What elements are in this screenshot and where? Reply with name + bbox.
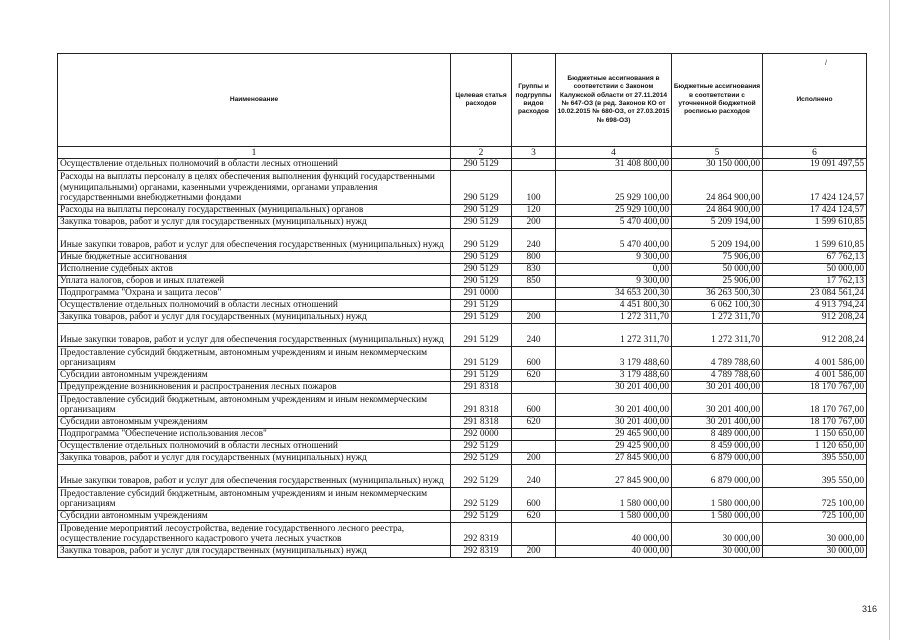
row-executed-cell: 4 001 586,00 <box>763 347 867 370</box>
row-target-article-cell: 292 5129 <box>451 511 512 523</box>
row-budget-list-cell: 6 879 000,00 <box>672 465 763 488</box>
row-executed-cell: 395 550,00 <box>763 453 867 465</box>
row-executed-cell: 18 170 767,00 <box>763 382 867 394</box>
row-budget-law-cell: 1 580 000,00 <box>556 511 672 523</box>
row-budget-law-cell: 3 179 488,60 <box>556 370 672 382</box>
table-row <box>58 523 867 546</box>
table-row <box>58 300 867 312</box>
row-expense-group-cell <box>512 429 556 441</box>
row-name-cell: Расходы на выплаты персоналу в целях обеспечения выполнения функций государственными (муниципальными) органами, казенными учреждениями, органами управления государственными внебюджетными фондами <box>58 171 451 205</box>
row-budget-law-cell: 9 300,00 <box>556 276 672 288</box>
row-budget-list-cell: 4 789 788,60 <box>672 370 763 382</box>
row-expense-group-cell <box>512 523 556 546</box>
row-target-article-cell: 291 8318 <box>451 417 512 429</box>
corner-mark: / <box>825 60 827 67</box>
row-name-cell: Подпрограмма "Обеспечение использования лесов" <box>58 429 451 441</box>
row-expense-group-cell <box>512 441 556 453</box>
row-name-cell: Предоставление субсидий бюджетным, автономным учреждениям и иным некоммерческим организациям <box>58 488 451 511</box>
row-executed-cell: 1 599 610,85 <box>763 217 867 229</box>
row-name-cell: Иные закупки товаров, работ и услуг для обеспечения государственных (муниципальных) нужд <box>58 324 451 347</box>
column-number: 4 <box>556 147 672 159</box>
column-number: 2 <box>451 147 512 159</box>
row-name-cell: Иные закупки товаров, работ и услуг для обеспечения государственных (муниципальных) нужд <box>58 465 451 488</box>
table-row <box>58 217 867 229</box>
table-row <box>58 312 867 324</box>
row-budget-list-cell: 8 459 000,00 <box>672 441 763 453</box>
row-target-article-cell: 291 5129 <box>451 347 512 370</box>
table-header-row <box>58 54 867 147</box>
row-target-article-cell: 292 0000 <box>451 429 512 441</box>
header-target-article: Целевая статья расходов <box>451 54 512 147</box>
table-row <box>58 370 867 382</box>
row-name-cell: Закупка товаров, работ и услуг для государственных (муниципальных) нужд <box>58 217 451 229</box>
row-budget-list-cell: 30 000,00 <box>672 523 763 546</box>
row-name-cell: Закупка товаров, работ и услуг для государственных (муниципальных) нужд <box>58 453 451 465</box>
row-budget-list-cell: 30 150 000,00 <box>672 159 763 171</box>
row-budget-law-cell: 40 000,00 <box>556 546 672 558</box>
row-name-cell: Расходы на выплаты персоналу государственных (муниципальных) органов <box>58 205 451 217</box>
row-budget-law-cell: 30 201 400,00 <box>556 417 672 429</box>
row-executed-cell: 18 170 767,00 <box>763 394 867 417</box>
row-target-article-cell: 291 5129 <box>451 300 512 312</box>
header-executed: Исполнено <box>763 54 867 147</box>
row-expense-group-cell: 830 <box>512 264 556 276</box>
row-expense-group-cell: 200 <box>512 217 556 229</box>
row-expense-group-cell: 240 <box>512 229 556 252</box>
row-budget-list-cell: 6 062 100,30 <box>672 300 763 312</box>
row-name-cell: Закупка товаров, работ и услуг для государственных (муниципальных) нужд <box>58 312 451 324</box>
row-target-article-cell: 291 5129 <box>451 312 512 324</box>
row-target-article-cell: 290 5129 <box>451 276 512 288</box>
header-budget-list: Бюджетные ассигнования в соответствии с уточненной бюджетной росписью расходов <box>672 54 763 147</box>
row-expense-group-cell: 100 <box>512 171 556 205</box>
row-budget-list-cell: 25 906,00 <box>672 276 763 288</box>
row-executed-cell: 395 550,00 <box>763 465 867 488</box>
row-budget-law-cell: 1 272 311,70 <box>556 312 672 324</box>
row-executed-cell: 18 170 767,00 <box>763 417 867 429</box>
row-budget-list-cell: 24 864 900,00 <box>672 171 763 205</box>
row-executed-cell: 725 100,00 <box>763 488 867 511</box>
row-target-article-cell: 290 5129 <box>451 205 512 217</box>
row-name-cell: Субсидии автономным учреждениям <box>58 417 451 429</box>
row-budget-list-cell: 30 201 400,00 <box>672 382 763 394</box>
row-target-article-cell: 290 5129 <box>451 252 512 264</box>
row-budget-law-cell: 3 179 488,60 <box>556 347 672 370</box>
table-row <box>58 417 867 429</box>
row-budget-list-cell: 24 864 900,00 <box>672 205 763 217</box>
table-row <box>58 276 867 288</box>
column-number: 5 <box>672 147 763 159</box>
row-target-article-cell: 292 8319 <box>451 523 512 546</box>
row-expense-group-cell: 600 <box>512 488 556 511</box>
row-budget-law-cell: 25 929 100,00 <box>556 171 672 205</box>
row-target-article-cell: 290 5129 <box>451 264 512 276</box>
table-row <box>58 511 867 523</box>
row-target-article-cell: 292 5129 <box>451 488 512 511</box>
row-budget-law-cell: 27 845 900,00 <box>556 465 672 488</box>
row-target-article-cell: 291 0000 <box>451 288 512 300</box>
row-expense-group-cell: 200 <box>512 312 556 324</box>
row-name-cell: Предоставление субсидий бюджетным, автономным учреждениям и иным некоммерческим организациям <box>58 347 451 370</box>
row-executed-cell: 30 000,00 <box>763 523 867 546</box>
row-budget-list-cell: 5 209 194,00 <box>672 217 763 229</box>
row-budget-law-cell: 29 425 900,00 <box>556 441 672 453</box>
table-row <box>58 324 867 347</box>
row-budget-law-cell: 30 201 400,00 <box>556 382 672 394</box>
table-row <box>58 264 867 276</box>
row-target-article-cell: 292 5129 <box>451 441 512 453</box>
table-row <box>58 441 867 453</box>
row-target-article-cell: 291 8318 <box>451 382 512 394</box>
page-number: 316 <box>862 604 878 614</box>
header-expense-group: Группы и подгруппы видов расходов <box>512 54 556 147</box>
table-row <box>58 288 867 300</box>
row-target-article-cell: 290 5129 <box>451 229 512 252</box>
row-budget-law-cell: 5 470 400,00 <box>556 217 672 229</box>
row-name-cell: Осуществление отдельных полномочий в области лесных отношений <box>58 159 451 171</box>
row-executed-cell: 4 001 586,00 <box>763 370 867 382</box>
row-budget-list-cell: 75 906,00 <box>672 252 763 264</box>
header-budget-law: Бюджетные ассигнования в соответствии с Законом Калужской области от 27.11.2014 № 647-ОЗ (в ред. Законов КО от 10.02.2015 № 680-ОЗ, от 27.03.2015 № 698-ОЗ) <box>556 54 672 147</box>
row-name-cell: Уплата налогов, сборов и иных платежей <box>58 276 451 288</box>
row-budget-list-cell: 4 789 788,60 <box>672 347 763 370</box>
table-row <box>58 229 867 252</box>
row-budget-law-cell: 34 653 200,30 <box>556 288 672 300</box>
row-executed-cell: 17 762,13 <box>763 276 867 288</box>
column-number: 3 <box>512 147 556 159</box>
row-target-article-cell: 292 5129 <box>451 465 512 488</box>
row-budget-list-cell: 1 580 000,00 <box>672 511 763 523</box>
row-target-article-cell: 292 5129 <box>451 453 512 465</box>
row-expense-group-cell: 620 <box>512 417 556 429</box>
row-budget-list-cell: 1 580 000,00 <box>672 488 763 511</box>
table-row <box>58 159 867 171</box>
row-name-cell: Подпрограмма "Охрана и защита лесов" <box>58 288 451 300</box>
row-expense-group-cell: 240 <box>512 465 556 488</box>
row-executed-cell: 17 424 124,57 <box>763 205 867 217</box>
row-executed-cell: 912 208,24 <box>763 312 867 324</box>
row-name-cell: Предупреждение возникновения и распространения лесных пожаров <box>58 382 451 394</box>
row-budget-list-cell: 1 272 311,70 <box>672 312 763 324</box>
row-expense-group-cell <box>512 382 556 394</box>
row-budget-list-cell: 50 000,00 <box>672 264 763 276</box>
table-row <box>58 429 867 441</box>
row-target-article-cell: 290 5129 <box>451 171 512 205</box>
row-name-cell: Субсидии автономным учреждениям <box>58 370 451 382</box>
table-row <box>58 347 867 370</box>
row-budget-law-cell: 29 465 900,00 <box>556 429 672 441</box>
row-name-cell: Осуществление отдельных полномочий в области лесных отношений <box>58 441 451 453</box>
row-executed-cell: 50 000,00 <box>763 264 867 276</box>
row-budget-law-cell: 27 845 900,00 <box>556 453 672 465</box>
row-budget-law-cell: 31 408 800,00 <box>556 159 672 171</box>
row-executed-cell: 67 762,13 <box>763 252 867 264</box>
row-target-article-cell: 291 5129 <box>451 370 512 382</box>
table-row <box>58 453 867 465</box>
row-expense-group-cell: 200 <box>512 546 556 558</box>
row-executed-cell: 1 599 610,85 <box>763 229 867 252</box>
row-expense-group-cell: 620 <box>512 370 556 382</box>
row-executed-cell: 23 084 561,24 <box>763 288 867 300</box>
row-executed-cell: 19 091 497,55 <box>763 159 867 171</box>
table-row <box>58 394 867 417</box>
row-executed-cell: 4 913 794,24 <box>763 300 867 312</box>
row-budget-law-cell: 1 272 311,70 <box>556 324 672 347</box>
row-executed-cell: 30 000,00 <box>763 546 867 558</box>
row-target-article-cell: 290 5129 <box>451 217 512 229</box>
table-row <box>58 488 867 511</box>
row-budget-list-cell: 30 000,00 <box>672 546 763 558</box>
row-executed-cell: 17 424 124,57 <box>763 171 867 205</box>
row-target-article-cell: 291 5129 <box>451 324 512 347</box>
row-budget-law-cell: 40 000,00 <box>556 523 672 546</box>
row-expense-group-cell: 850 <box>512 276 556 288</box>
row-target-article-cell: 290 5129 <box>451 159 512 171</box>
row-target-article-cell: 291 8318 <box>451 394 512 417</box>
column-number-row <box>58 147 867 159</box>
row-budget-list-cell: 30 201 400,00 <box>672 394 763 417</box>
table-row <box>58 546 867 558</box>
row-budget-law-cell: 5 470 400,00 <box>556 229 672 252</box>
row-budget-law-cell: 4 451 800,30 <box>556 300 672 312</box>
row-expense-group-cell: 600 <box>512 394 556 417</box>
row-name-cell: Исполнение судебных актов <box>58 264 451 276</box>
row-expense-group-cell <box>512 288 556 300</box>
header-name: Наименование <box>58 54 451 147</box>
row-budget-law-cell: 1 580 000,00 <box>556 488 672 511</box>
row-name-cell: Осуществление отдельных полномочий в области лесных отношений <box>58 300 451 312</box>
table-row <box>58 252 867 264</box>
row-expense-group-cell: 200 <box>512 453 556 465</box>
row-executed-cell: 912 208,24 <box>763 324 867 347</box>
row-executed-cell: 1 150 650,00 <box>763 429 867 441</box>
row-executed-cell: 1 120 650,00 <box>763 441 867 453</box>
row-expense-group-cell <box>512 300 556 312</box>
row-expense-group-cell: 240 <box>512 324 556 347</box>
table-row <box>58 205 867 217</box>
row-budget-list-cell: 1 272 311,70 <box>672 324 763 347</box>
row-name-cell: Субсидии автономным учреждениям <box>58 511 451 523</box>
table-body <box>58 159 867 558</box>
table-row <box>58 382 867 394</box>
column-number: 6 <box>763 147 867 159</box>
row-name-cell: Предоставление субсидий бюджетным, автономным учреждениям и иным некоммерческим организациям <box>58 394 451 417</box>
row-budget-law-cell: 9 300,00 <box>556 252 672 264</box>
row-target-article-cell: 292 8319 <box>451 546 512 558</box>
row-budget-list-cell: 5 209 194,00 <box>672 229 763 252</box>
column-number: 1 <box>58 147 451 159</box>
row-expense-group-cell: 620 <box>512 511 556 523</box>
row-budget-law-cell: 25 929 100,00 <box>556 205 672 217</box>
row-expense-group-cell: 120 <box>512 205 556 217</box>
row-expense-group-cell: 600 <box>512 347 556 370</box>
row-budget-list-cell: 30 201 400,00 <box>672 417 763 429</box>
row-budget-list-cell: 6 879 000,00 <box>672 453 763 465</box>
row-executed-cell: 725 100,00 <box>763 511 867 523</box>
row-expense-group-cell <box>512 159 556 171</box>
row-budget-law-cell: 30 201 400,00 <box>556 394 672 417</box>
page-edge-divider <box>889 0 890 640</box>
row-expense-group-cell: 800 <box>512 252 556 264</box>
table-row <box>58 465 867 488</box>
row-budget-list-cell: 8 489 000,00 <box>672 429 763 441</box>
budget-table <box>57 53 867 558</box>
row-name-cell: Закупка товаров, работ и услуг для государственных (муниципальных) нужд <box>58 546 451 558</box>
row-budget-law-cell: 0,00 <box>556 264 672 276</box>
row-name-cell: Проведение мероприятий лесоустройства, ведение государственного лесного реестра, осуществление государственного кадастрового учета лесных участков <box>58 523 451 546</box>
table-row <box>58 171 867 205</box>
row-name-cell: Иные бюджетные ассигнования <box>58 252 451 264</box>
row-name-cell: Иные закупки товаров, работ и услуг для обеспечения государственных (муниципальных) нужд <box>58 229 451 252</box>
row-budget-list-cell: 36 263 500,30 <box>672 288 763 300</box>
